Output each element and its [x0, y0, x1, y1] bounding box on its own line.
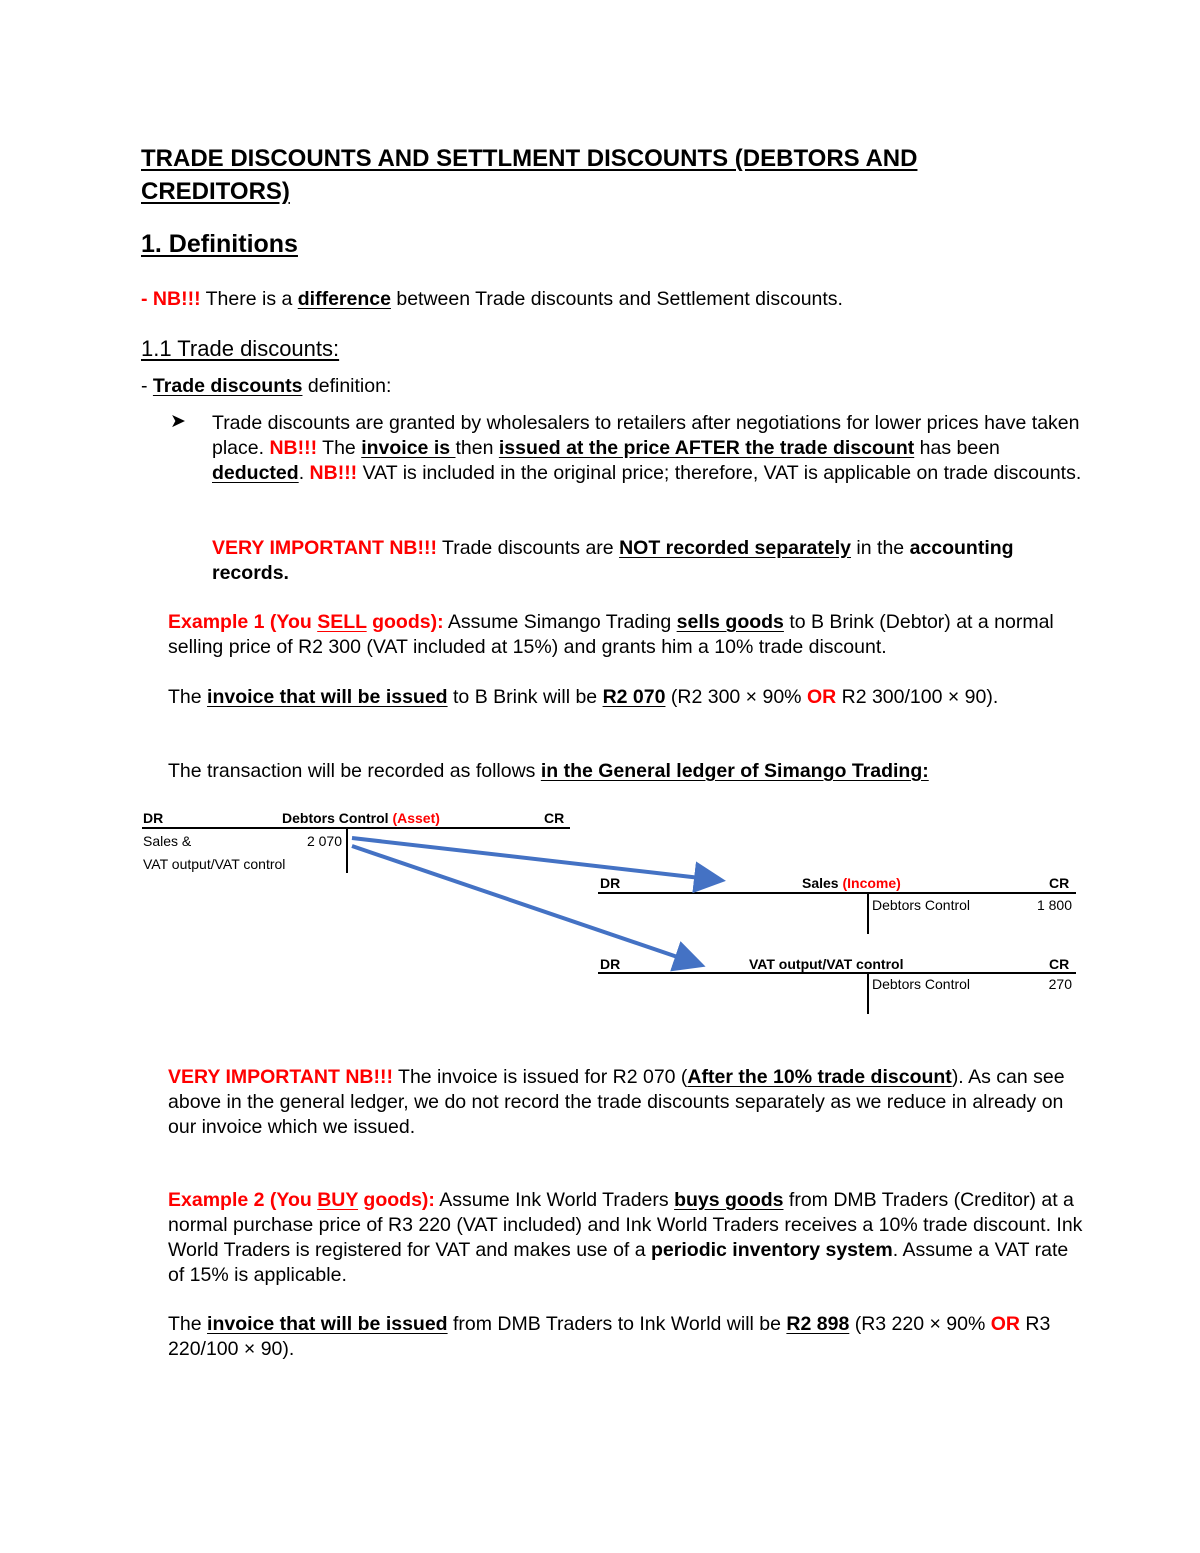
vat-entry: Debtors Control [872, 976, 971, 992]
bullet-text-6: VAT is included in the original price; therefore, VAT is applicable on trade discounts. [357, 462, 1082, 484]
nb-label: - NB!!! [141, 288, 201, 310]
bullet-text-4: has been [914, 437, 1000, 459]
debtors-cr-label: CR [544, 810, 565, 826]
bullet-text-2: The [317, 437, 362, 459]
example-2-label-buy: BUY [317, 1189, 359, 1211]
bullet-underline-1: invoice is [361, 437, 456, 459]
invoice-1-text-3: (R2 300 × 90% [665, 686, 807, 708]
sales-name: Sales [802, 875, 839, 891]
sales-entry: Debtors Control [872, 897, 971, 913]
debtors-amount: 2 070 [306, 833, 342, 849]
example-1-text-1: Assume Simango Trading [443, 611, 677, 633]
section-heading-definitions: 1. Definitions [141, 230, 298, 258]
example-2-paragraph [168, 1188, 1088, 1288]
invoice-1-or: OR [806, 686, 837, 708]
example-1-label-post: goods): [366, 611, 444, 633]
invoice-2-underline-1: invoice that will be issued [207, 1313, 448, 1335]
example-1-text-2: to B Brink (Debtor) at a normal selling price of R2 300 (VAT included at 15%) and grants him a 10% trade discount. [168, 611, 1054, 658]
bullet-nb-1: NB!!! [269, 437, 318, 459]
bullet-underline-3: deducted [212, 462, 299, 484]
very-important-label-2: VERY IMPORTANT NB!!! [168, 1066, 393, 1088]
bullet-text-5: . [298, 462, 310, 484]
very-important-2-text-1: The invoice is issued for R2 070 ( [392, 1066, 688, 1088]
sales-type: (Income) [842, 875, 901, 891]
recorded-text: The transaction will be recorded as follows [168, 760, 541, 782]
very-important-2-underline: After the 10% trade discount [687, 1066, 952, 1088]
very-important-1-underline: NOT recorded separately [619, 537, 852, 559]
arrow-bullet-icon: ➤ [170, 411, 186, 432]
arrow-to-sales-icon [352, 838, 718, 880]
very-important-note-2 [168, 1065, 1088, 1140]
arrow-to-vat-icon [352, 846, 698, 964]
invoice-2-text-1: The [168, 1313, 208, 1335]
example-2-text-1: Assume Ink World Traders [434, 1189, 675, 1211]
invoice-2-text-3: (R3 220 × 90% [849, 1313, 991, 1335]
invoice-2-text-4: R3 220/100 × 90). [168, 1313, 1051, 1360]
definition-dash: - [141, 375, 153, 397]
vat-cr-label: CR [1049, 956, 1070, 972]
example-1-underline: sells goods [676, 611, 784, 633]
debtors-type: (Asset) [392, 810, 440, 826]
bullet-underline-2: issued at the price AFTER the trade discount [498, 437, 915, 459]
invoice-1-text-2: to B Brink will be [447, 686, 603, 708]
subsection-heading-trade-discounts: 1.1 Trade discounts: [141, 336, 340, 361]
very-important-label-1: VERY IMPORTANT NB!!! [212, 537, 437, 559]
invoice-1-text-1: The [168, 686, 208, 708]
vat-amount: 270 [1048, 976, 1072, 992]
very-important-1-bold: accounting records. [212, 537, 1014, 584]
debtors-entry-line-1: Sales & [143, 833, 192, 849]
nb-text-2: between Trade discounts and Settlement discounts. [390, 288, 843, 310]
nb-text-1: There is a [200, 288, 298, 310]
definition-bold-term: Trade discounts [152, 375, 303, 397]
bullet-text-1: Trade discounts are granted by wholesalers to retailers after negotiations for lower prices have taken place. [212, 412, 1080, 459]
very-important-1-text-1: Trade discounts are [436, 537, 620, 559]
debtors-dr-label: DR [143, 810, 164, 826]
debtors-name: Debtors Control [282, 810, 389, 826]
debtors-entry-line-2: VAT output/VAT control [143, 856, 286, 872]
recorded-underline: in the General ledger of Simango Trading: [540, 760, 929, 782]
invoice-2-amount: R2 898 [786, 1313, 850, 1335]
vat-dr-label: DR [600, 956, 621, 972]
example-2-underline: buys goods [674, 1189, 784, 1211]
page-title: TRADE DISCOUNTS AND SETTLMENT DISCOUNTS (DEBTORS AND CREDITORS) [141, 145, 918, 205]
sales-dr-label: DR [600, 875, 621, 891]
vat-account-name: VAT output/VAT control [749, 956, 904, 972]
example-2-text-3: . Assume a VAT rate of 15% is applicable. [168, 1239, 1069, 1286]
bullet-text-3: then [455, 437, 499, 459]
bullet-nb-2: NB!!! [309, 462, 358, 484]
very-important-2-text-2: ). As can see above in the general ledger, we do not record the trade discounts separately as we reduce in already on our invoice which we issued. [168, 1066, 1065, 1138]
very-important-1-text-2: in the [851, 537, 910, 559]
example-2-bold: periodic inventory system [651, 1239, 893, 1261]
invoice-1-underline-1: invoice that will be issued [207, 686, 448, 708]
example-1-label-sell: SELL [317, 611, 367, 633]
invoice-2-or: OR [990, 1313, 1021, 1335]
example-2-text-2: from DMB Traders (Creditor) at a normal purchase price of R3 220 (VAT included) and Ink World Traders receives a 10% trade discount. Ink World Traders is registered for VAT and makes use of a [168, 1189, 1083, 1261]
nb-bold-difference: difference [297, 288, 391, 310]
sales-cr-label: CR [1049, 875, 1070, 891]
invoice-1-amount: R2 070 [602, 686, 666, 708]
definition-rest: definition: [302, 375, 392, 397]
invoice-1-text-4: R2 300/100 × 90). [836, 686, 999, 708]
example-2-label-pre: Example 2 (You [168, 1189, 318, 1211]
sales-amount: 1 800 [1036, 897, 1072, 913]
example-2-label-post: goods): [358, 1189, 435, 1211]
example-1-label-pre: Example 1 (You [168, 611, 318, 633]
invoice-2-paragraph [168, 1312, 1088, 1362]
invoice-2-text-2: from DMB Traders to Ink World will be [447, 1313, 787, 1335]
